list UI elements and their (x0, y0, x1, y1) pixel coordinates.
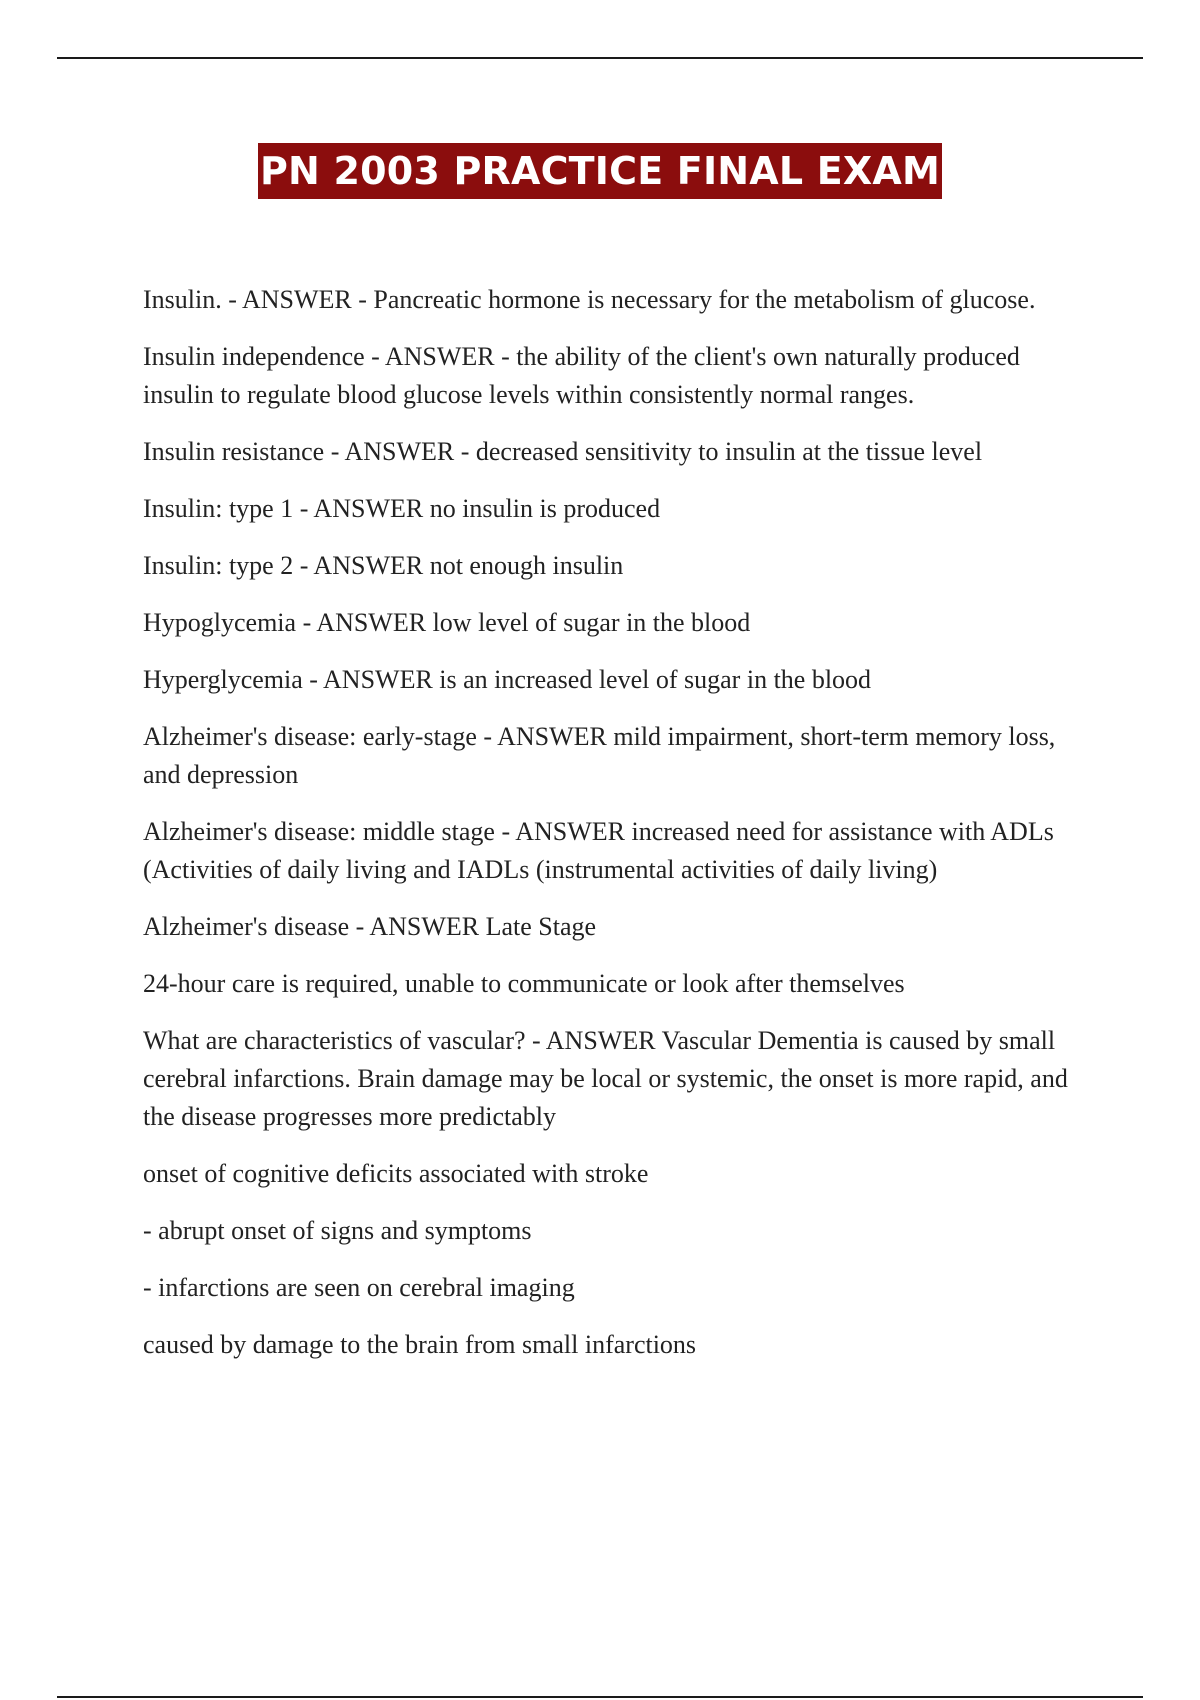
paragraph-alzheimers-early: Alzheimer's disease: early-stage - ANSWER mild impairment, short-term memory loss, and depression (143, 722, 1056, 789)
paragraph-infarctions-imaging: - infarctions are seen on cerebral imaging (143, 1273, 575, 1302)
document-title: PN 2003 PRACTICE FINAL EXAM (258, 143, 942, 199)
paragraph-alzheimers-middle: Alzheimer's disease: middle stage - ANSWER increased need for assistance with ADLs (Activities of daily living and IADLs (instrumental activities of daily living) (143, 817, 1054, 884)
footer-rule (57, 1696, 1143, 1698)
paragraph-abrupt-onset: - abrupt onset of signs and symptoms (143, 1216, 532, 1245)
paragraph-hyperglycemia: Hyperglycemia - ANSWER is an increased level of sugar in the blood (143, 665, 872, 694)
paragraph-insulin-type-2: Insulin: type 2 - ANSWER not enough insulin (143, 551, 624, 580)
paragraph-insulin-independence: Insulin independence - ANSWER - the ability of the client's own naturally produced insulin to regulate blood glucose levels within consistently normal ranges. (143, 342, 1020, 409)
paragraph-alzheimers-late: Alzheimer's disease - ANSWER Late Stage (143, 912, 597, 941)
title-container (0, 143, 1200, 199)
header-rule (57, 57, 1143, 59)
paragraph-vascular-dementia: What are characteristics of vascular? - ANSWER Vascular Dementia is caused by small cerebral infarctions. Brain damage may be local or systemic, the onset is more rapid, and the disease progresses more predictably (143, 1026, 1068, 1131)
paragraph-insulin: Insulin. - ANSWER - Pancreatic hormone is necessary for the metabolism of glucose. (143, 285, 1036, 314)
paragraph-damage-small-infarctions: caused by damage to the brain from small infarctions (143, 1330, 697, 1359)
paragraph-24-hour-care: 24-hour care is required, unable to communicate or look after themselves (143, 969, 905, 998)
paragraph-insulin-resistance: Insulin resistance - ANSWER - decreased sensitivity to insulin at the tissue level (143, 437, 983, 466)
paragraph-hypoglycemia: Hypoglycemia - ANSWER low level of sugar in the blood (143, 608, 751, 637)
paragraph-insulin-type-1: Insulin: type 1 - ANSWER no insulin is produced (143, 494, 661, 523)
document-body (143, 281, 1093, 1383)
paragraph-onset-cognitive-deficits: onset of cognitive deficits associated with stroke (143, 1159, 649, 1188)
